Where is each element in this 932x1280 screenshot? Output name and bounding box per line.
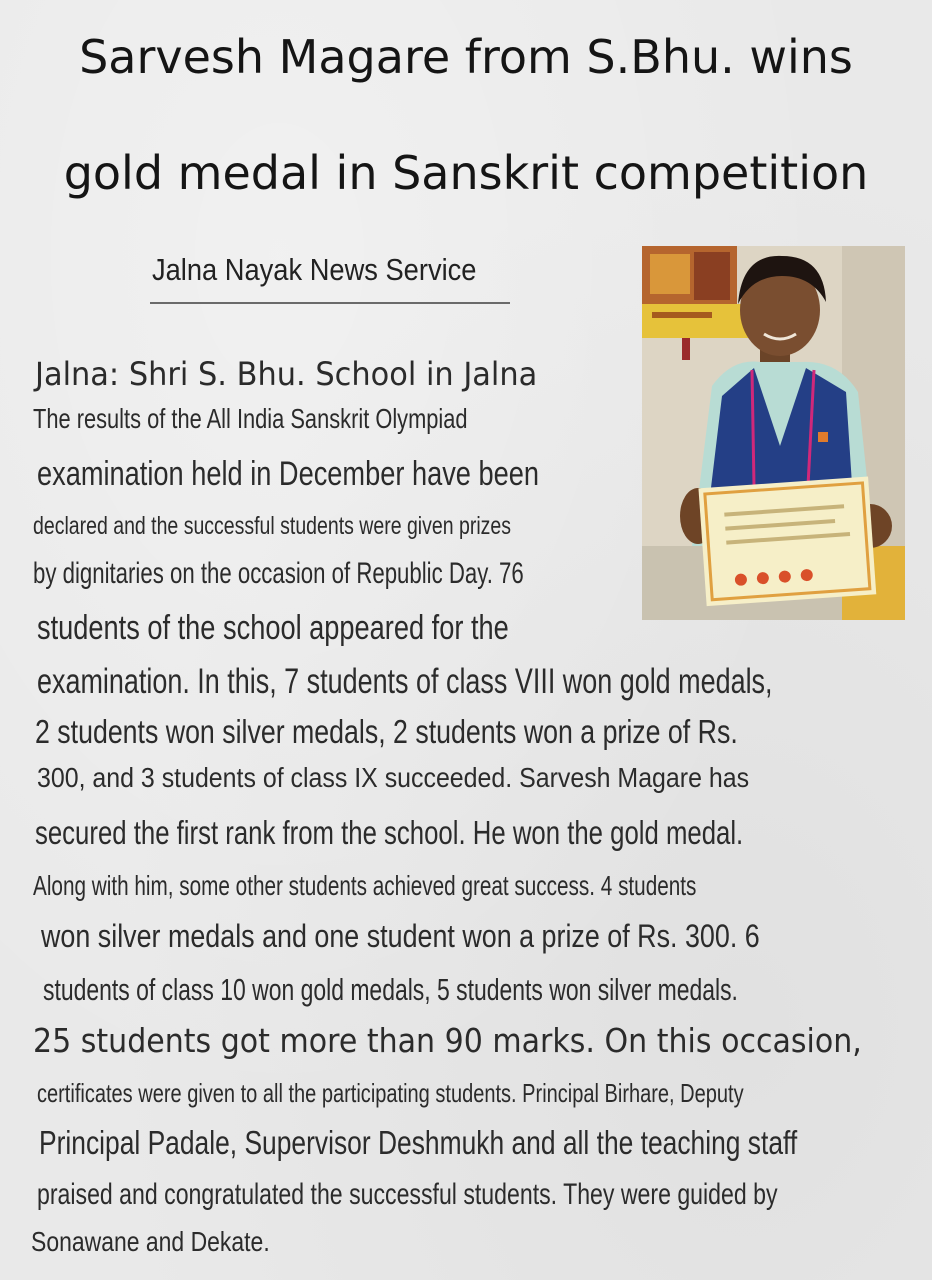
body-line-4: declared and the successful students were given prizes — [33, 512, 512, 540]
body-line-6: students of the school appeared for the — [37, 609, 509, 647]
body-line-17: praised and congratulated the successful students. They were guided by — [37, 1178, 778, 1211]
body-line-10: secured the first rank from the school. He won the gold medal. — [35, 814, 744, 851]
body-line-11: Along with him, some other students achieved great success. 4 students — [33, 870, 697, 901]
body-line-14: 25 students got more than 90 marks. On this occasion, — [33, 1021, 862, 1060]
body-line-13: students of class 10 won gold medals, 5 students won silver medals. — [43, 972, 738, 1007]
headline-line-1: Sarvesh Magare from S.Bhu. wins — [79, 30, 853, 84]
body-line-2: The results of the All India Sanskrit Olympiad — [33, 403, 468, 434]
body-line-9: 300, and 3 students of class IX succeeded. Sarvesh Magare has — [37, 762, 750, 793]
student-photo — [642, 246, 905, 620]
body-line-1: Jalna: Shri S. Bhu. School in Jalna — [35, 355, 538, 393]
headline-line-2: gold medal in Sanskrit competition — [63, 146, 869, 200]
body-line-12: won silver medals and one student won a prize of Rs. 300. 6 — [41, 918, 760, 954]
body-line-18: Sonawane and Dekate. — [31, 1226, 270, 1257]
byline: Jalna Nayak News Service — [152, 252, 477, 287]
byline-underline — [150, 302, 510, 304]
body-line-16: Principal Padale, Supervisor Deshmukh and all the teaching staff — [39, 1124, 798, 1161]
body-line-8: 2 students won silver medals, 2 students won a prize of Rs. — [35, 713, 738, 750]
body-line-3: examination held in December have been — [37, 455, 540, 493]
body-line-7: examination. In this, 7 students of class VIII won gold medals, — [37, 662, 773, 701]
body-line-15: certificates were given to all the participating students. Principal Birhare, Deputy — [37, 1078, 744, 1108]
body-line-5: by dignitaries on the occasion of Republic Day. 76 — [33, 557, 524, 590]
